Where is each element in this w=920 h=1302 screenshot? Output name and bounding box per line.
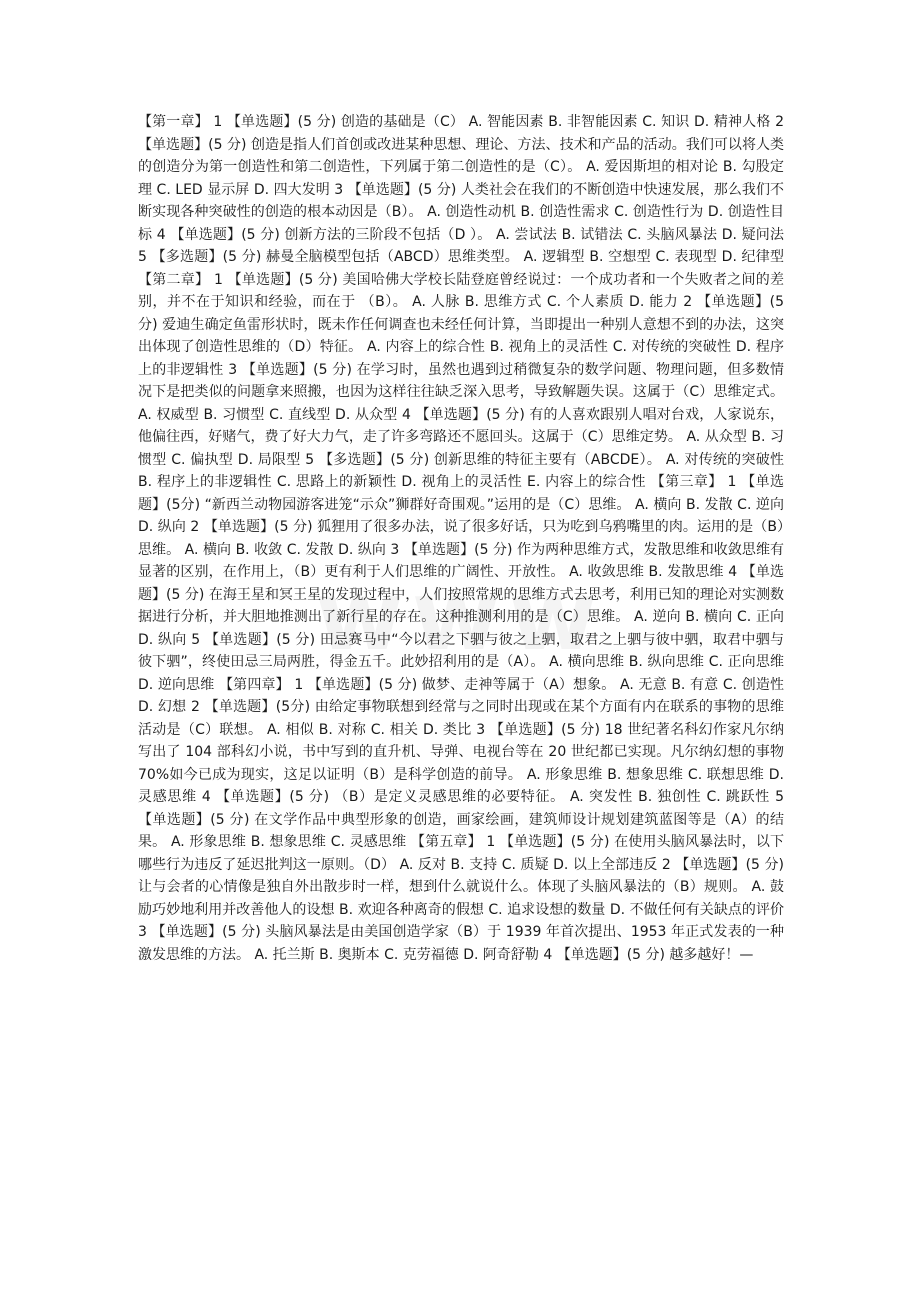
document-body <box>138 111 784 966</box>
document-text: 【第一章】 1 【单选题】(5 分) 创造的基础是（C） A. 智能因素 B. 非智能因素 C. 知识 D. 精神人格 2 【单选题】(5 分) 创造是指人们首创或改进某种思想、理论、方法、技术和产品的活动。我们可以将人类的创造分为第一创造性和第二创造性，下列属于第二创造性的是（C）。 A. 爱因斯坦的相对论 B. 勾股定理 C. LED 显示屏 D. 四大发明 3 【单选题】(5 分) 人类社会在我们的不断创造中快速发展，那么我们不断实现各种突破性的创造的根本动因是（B）。 A. 创造性动机 B. 创造性需求 C. 创造性行为 D. 创造性目标 4 【单选题】(5 分) 创新方法的三阶段不包括（D ）。 A. 尝试法 B. 试错法 C. 头脑风暴法 D. 疑问法 5 【多选题】(5 分) 赫曼全脑模型包括（ABCD）思维类型。 A. 逻辑型 B. 空想型 C. 表现型 D. 纪律型 【第二章】 1 【单选题】(5 分) 美国哈佛大学校长陆登庭曾经说过：一个成功者和一个失败者之间的差别，并不在于知识和经验，而在于 （B）。 A. 人脉 B. 思维方式 C. 个人素质 D. 能力 2 【单选题】(5 分) 爱迪生确定鱼雷形状时，既未作任何调查也未经任何计算，当即提出一种别人意想不到的办法，这突出体现了创造性思维的（D）特征。 A. 内容上的综合性 B. 视角上的灵活性 C. 对传统的突破性 D. 程序上的非逻辑性 3 【单选题】(5 分) 在学习时，虽然也遇到过稍微复杂的数学问题、物理问题，但多数情况下是把类似的问题拿来照搬，也因为这样往往缺乏深入思考，导致解题失误。这属于（C）思维定式。 A. 权威型 B. 习惯型 C. 直线型 D. 从众型 4 【单选题】(5 分) 有的人喜欢跟别人唱对台戏，人家说东，他偏往西，好赌气，费了好大力气，走了许多弯路还不愿回头。这属于（C）思维定势。 A. 从众型 B. 习惯型 C. 偏执型 D. 局限型 5 【多选题】(5 分) 创新思维的特征主要有（ABCDE）。 A. 对传统的突破性 B. 程序上的非逻辑性 C. 思路上的新颖性 D. 视角上的灵活性 E. 内容上的综合性 【第三章】 1 【单选题】(5分) “新西兰动物园游客进笼“示众”狮群好奇围观。”运用的是（C）思维。 A. 横向 B. 发散 C. 逆向 D. 纵向 2 【单选题】(5 分) 狐狸用了很多办法，说了很多好话，只为吃到乌鸦嘴里的肉。运用的是（B）思维。 A. 横向 B. 收敛 C. 发散 D. 纵向 3 【单选题】(5 分) 作为两种思维方式，发散思维和收敛思维有显著的区别，在作用上，（B）更有利于人们思维的广阔性、开放性。 A. 收敛思维 B. 发散思维 4 【单选题】(5 分) 在海王星和冥王星的发现过程中，人们按照常规的思维方式去思考，利用已知的理论对实测数据进行分析，并大胆地推测出了新行星的存在。这种推测利用的是（C）思维。 A. 逆向 B. 横向 C. 正向 D. 纵向 5 【单选题】(5 分) 田忌赛马中“今以君之下驷与彼之上驷，取君之上驷与彼中驷，取君中驷与彼下驷”，终使田忌三局两胜，得金五千。此妙招利用的是（A）。 A. 横向思维 B. 纵向思维 C. 正向思维 D. 逆向思维 【第四章】 1 【单选题】(5 分) 做梦、走神等属于（A）想象。 A. 无意 B. 有意 C. 创造性 D. 幻想 2 【单选题】(5分) 由给定事物联想到经常与之同时出现或在某个方面有内在联系的事物的思维活动是（C）联想。 A. 相似 B. 对称 C. 相关 D. 类比 3 【单选题】(5 分) 18 世纪著名科幻作家凡尔纳写出了 104 部科幻小说，书中写到的直升机、导弹、电视台等在 20 世纪都已实现。凡尔纳幻想的事物 70%如今已成为现实，这足以证明（B）是科学创造的前导。 A. 形象思维 B. 想象思维 C. 联想思维 D. 灵感思维 4 【单选题】(5 分) （B）是定义灵感思维的必要特征。 A. 突发性 B. 独创性 C. 跳跃性 5 【单选题】(5 分) 在文学作品中典型形象的创造，画家绘画，建筑师设计规划建筑蓝图等是（A）的结果。 A. 形象思维 B. 想象思维 C. 灵感思维 【第五章】 1 【单选题】(5 分) 在使用头脑风暴法时，以下哪些行为违反了延迟批判这一原则。（D） A. 反对 B. 支持 C. 质疑 D. 以上全部违反 2 【单选题】(5 分) 让与会者的心情像是独自外出散步时一样，想到什么就说什么。体现了头脑风暴法的（B）规则。 A. 鼓励巧妙地利用并改善他人的设想 B. 欢迎各种离奇的假想 C. 追求设想的数量 D. 不做任何有关缺点的评价 3 【单选题】(5 分) 头脑风暴法是由美国创造学家（B）于 1939 年首次提出、1953 年正式发表的一种激发思维的方法。 A. 托兰斯 B. 奥斯本 C. 克劳福德 D. 阿奇舒勒 4 【单选题】(5 分) 越多越好！— <box>138 114 784 963</box>
